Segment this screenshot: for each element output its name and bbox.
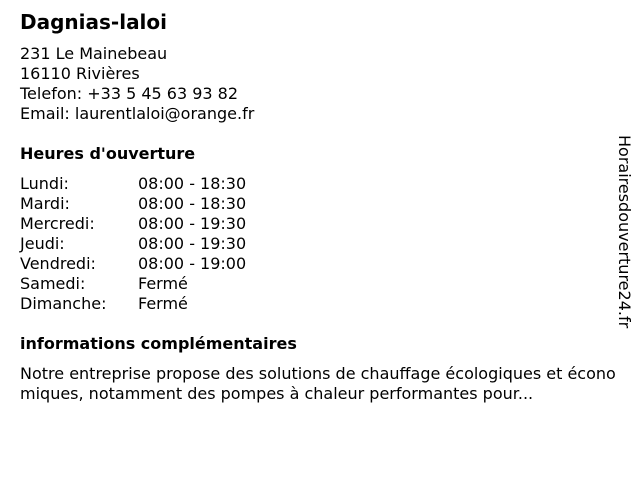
hours-row-wednesday — [20, 214, 280, 234]
hours-value: 08:00 - 19:30 — [138, 214, 247, 233]
contact-block — [20, 44, 254, 124]
day-label: Mercredi: — [20, 214, 95, 233]
opening-hours-table — [20, 174, 280, 314]
email-address[interactable]: Email: laurentlaloi@orange.fr — [20, 104, 255, 123]
day-label: Vendredi: — [20, 254, 96, 273]
phone-number[interactable]: Telefon: +33 5 45 63 93 82 — [20, 84, 239, 103]
hours-row-saturday — [20, 274, 280, 294]
hours-row-tuesday — [20, 194, 280, 214]
hours-row-sunday — [20, 294, 280, 314]
day-label: Dimanche: — [20, 294, 107, 313]
hours-value: 08:00 - 19:30 — [138, 234, 247, 253]
opening-hours-heading: Heures d'ouverture — [20, 144, 196, 163]
address-city: 16110 Rivières — [20, 64, 140, 83]
business-name: Dagnias-laloi — [20, 10, 168, 34]
hours-value: 08:00 - 19:00 — [138, 254, 247, 273]
hours-value: Fermé — [138, 294, 188, 313]
hours-row-monday — [20, 174, 280, 194]
day-label: Mardi: — [20, 194, 70, 213]
hours-value: Fermé — [138, 274, 188, 293]
day-label: Lundi: — [20, 174, 69, 193]
hours-row-friday — [20, 254, 280, 274]
day-label: Samedi: — [20, 274, 86, 293]
hours-value: 08:00 - 18:30 — [138, 194, 247, 213]
site-watermark: Horairesdouverture24.fr — [615, 135, 634, 329]
business-description: Notre entreprise propose des solutions de chauffage écologiques et économiques, notamment des pompes à chaleur performantes pour... — [20, 364, 616, 403]
day-label: Jeudi: — [20, 234, 65, 253]
address-street: 231 Le Mainebeau — [20, 44, 168, 63]
additional-info-heading: informations complémentaires — [20, 334, 297, 353]
hours-row-thursday — [20, 234, 280, 254]
hours-value: 08:00 - 18:30 — [138, 174, 247, 193]
